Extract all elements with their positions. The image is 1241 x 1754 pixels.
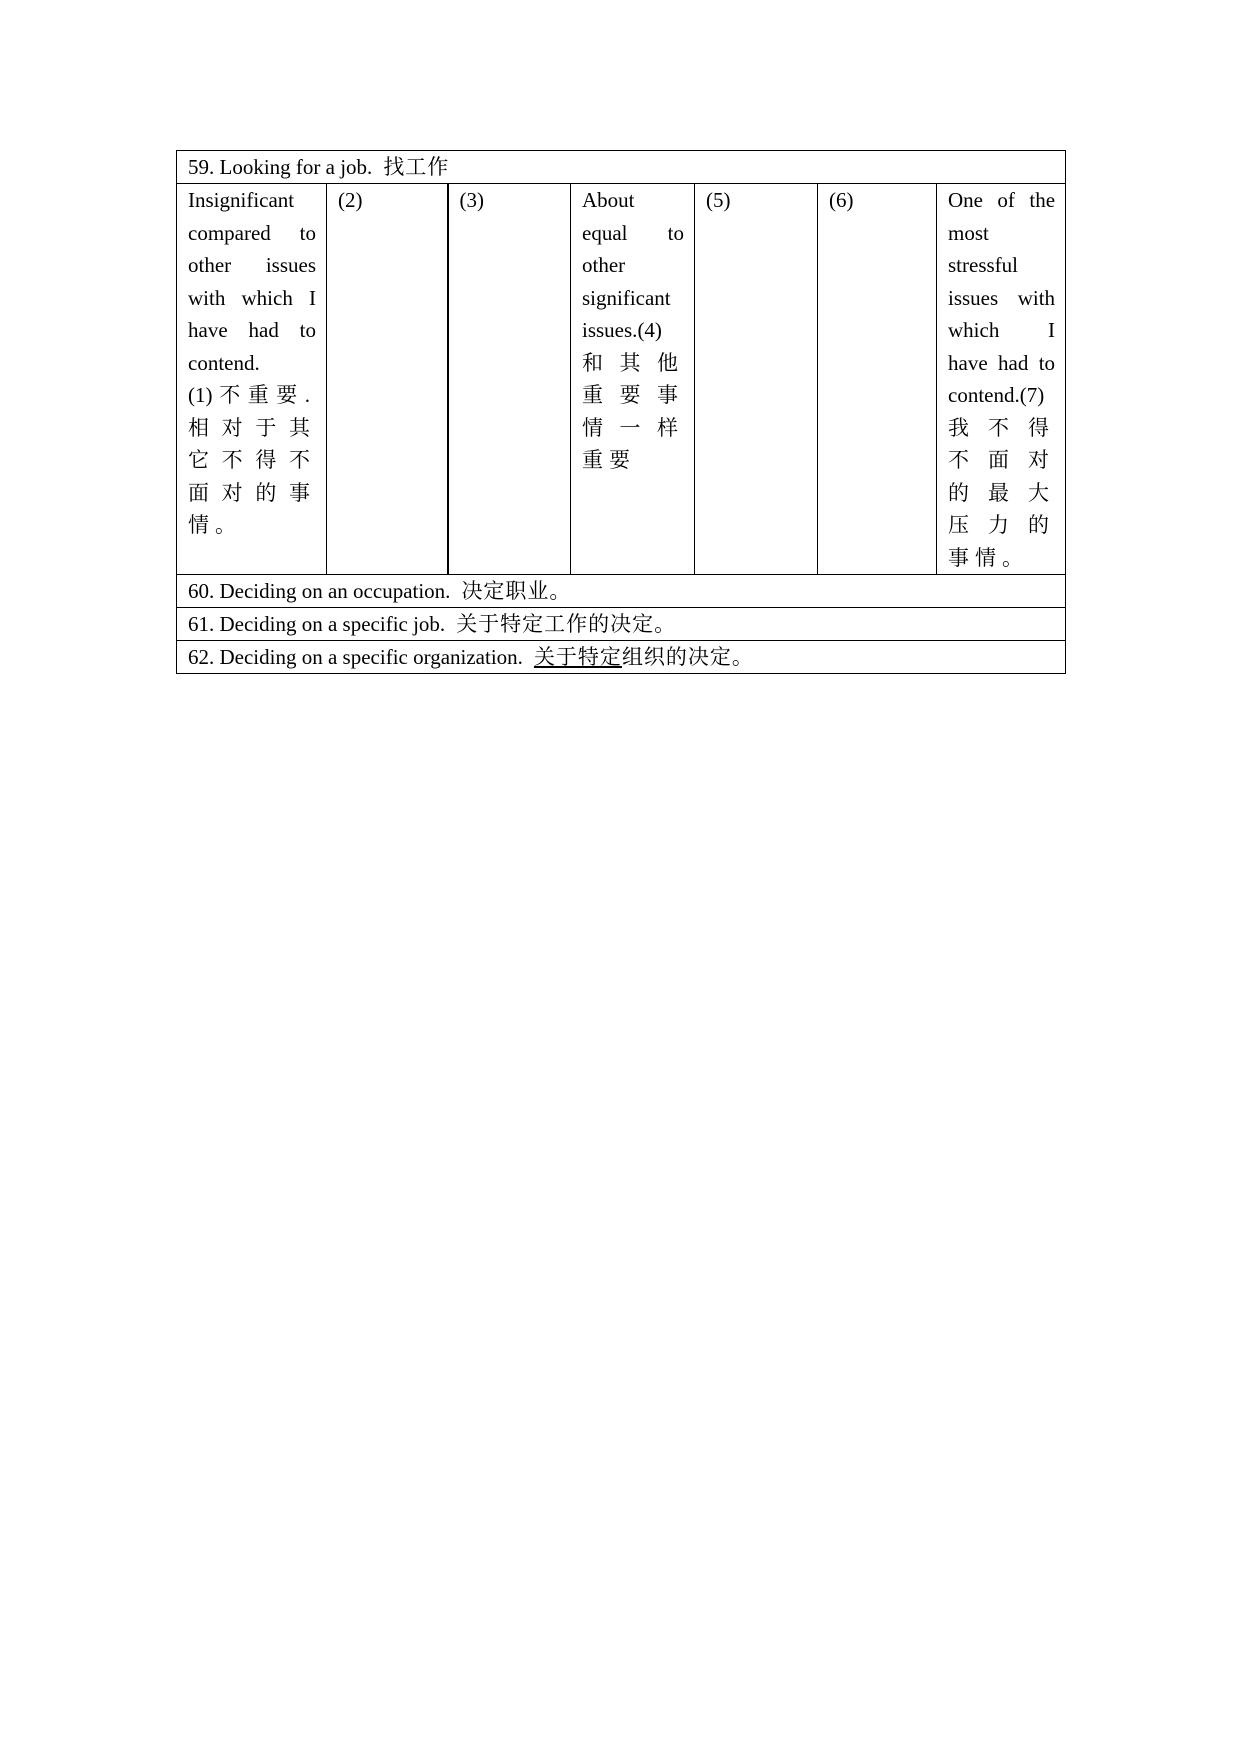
item-62-row	[177, 641, 1066, 674]
item-61-row	[177, 608, 1066, 641]
item-61-text-en: Deciding on a specific job.	[219, 612, 446, 636]
scale-option-3-code: (3)	[459, 188, 484, 212]
item-62-text-zh-underlined: 关于特定	[533, 645, 622, 669]
item-61-question	[177, 608, 1066, 641]
scale-option-4-code: (4)	[637, 318, 662, 342]
item-59-header-row	[177, 151, 1066, 184]
scale-option-2[interactable]	[327, 184, 448, 575]
scale-option-7-code: (7)	[1019, 383, 1045, 407]
scale-option-4-label-zh: 和其他重要事情一样重要	[582, 350, 684, 472]
item-59-scale-row	[177, 184, 1066, 575]
item-62-number: 62.	[188, 645, 215, 669]
item-60-question	[177, 575, 1066, 608]
item-60-text-zh: 决定职业。	[461, 579, 572, 603]
scale-option-4-label-en: About equal to other significant issues.	[582, 188, 684, 342]
item-62-text-zh: 组织的决定。	[621, 645, 754, 669]
scale-option-7-label-en: One of the most stressful issues with which I have had to contend.	[948, 188, 1056, 407]
scale-option-1-label-en: Insignificant compared to other issues with which I have had to contend.	[188, 188, 316, 375]
item-61-text-zh: 关于特定工作的决定。	[456, 612, 677, 636]
scale-option-1[interactable]	[177, 184, 327, 575]
scale-option-2-code: (2)	[338, 188, 363, 212]
scale-option-7-label-zh: 我不得不面对的最大压力的事情。	[948, 415, 1056, 570]
scale-option-6-code: (6)	[829, 188, 854, 212]
scale-option-5[interactable]	[695, 184, 818, 575]
scale-option-6[interactable]	[818, 184, 937, 575]
item-61-number: 61.	[188, 612, 215, 636]
rating-scale-table	[176, 150, 1066, 674]
scale-option-1-code: (1)	[188, 383, 213, 407]
item-59-question	[177, 151, 1066, 184]
item-62-question	[177, 641, 1066, 674]
item-60-number: 60.	[188, 579, 215, 603]
item-59-text-zh: 找工作	[383, 155, 450, 179]
scale-option-3[interactable]	[448, 184, 571, 575]
scale-option-7[interactable]	[937, 184, 1066, 575]
scale-option-4[interactable]	[571, 184, 695, 575]
item-60-row	[177, 575, 1066, 608]
item-60-text-en: Deciding on an occupation.	[219, 579, 451, 603]
scale-option-5-code: (5)	[706, 188, 731, 212]
item-62-text-en: Deciding on a specific organization.	[219, 645, 523, 669]
item-59-number: 59.	[188, 155, 215, 179]
item-59-text-en: Looking for a job.	[219, 155, 373, 179]
scale-option-1-label-zh: 不重要.相对于其它不得不面对的事情。	[188, 383, 316, 537]
